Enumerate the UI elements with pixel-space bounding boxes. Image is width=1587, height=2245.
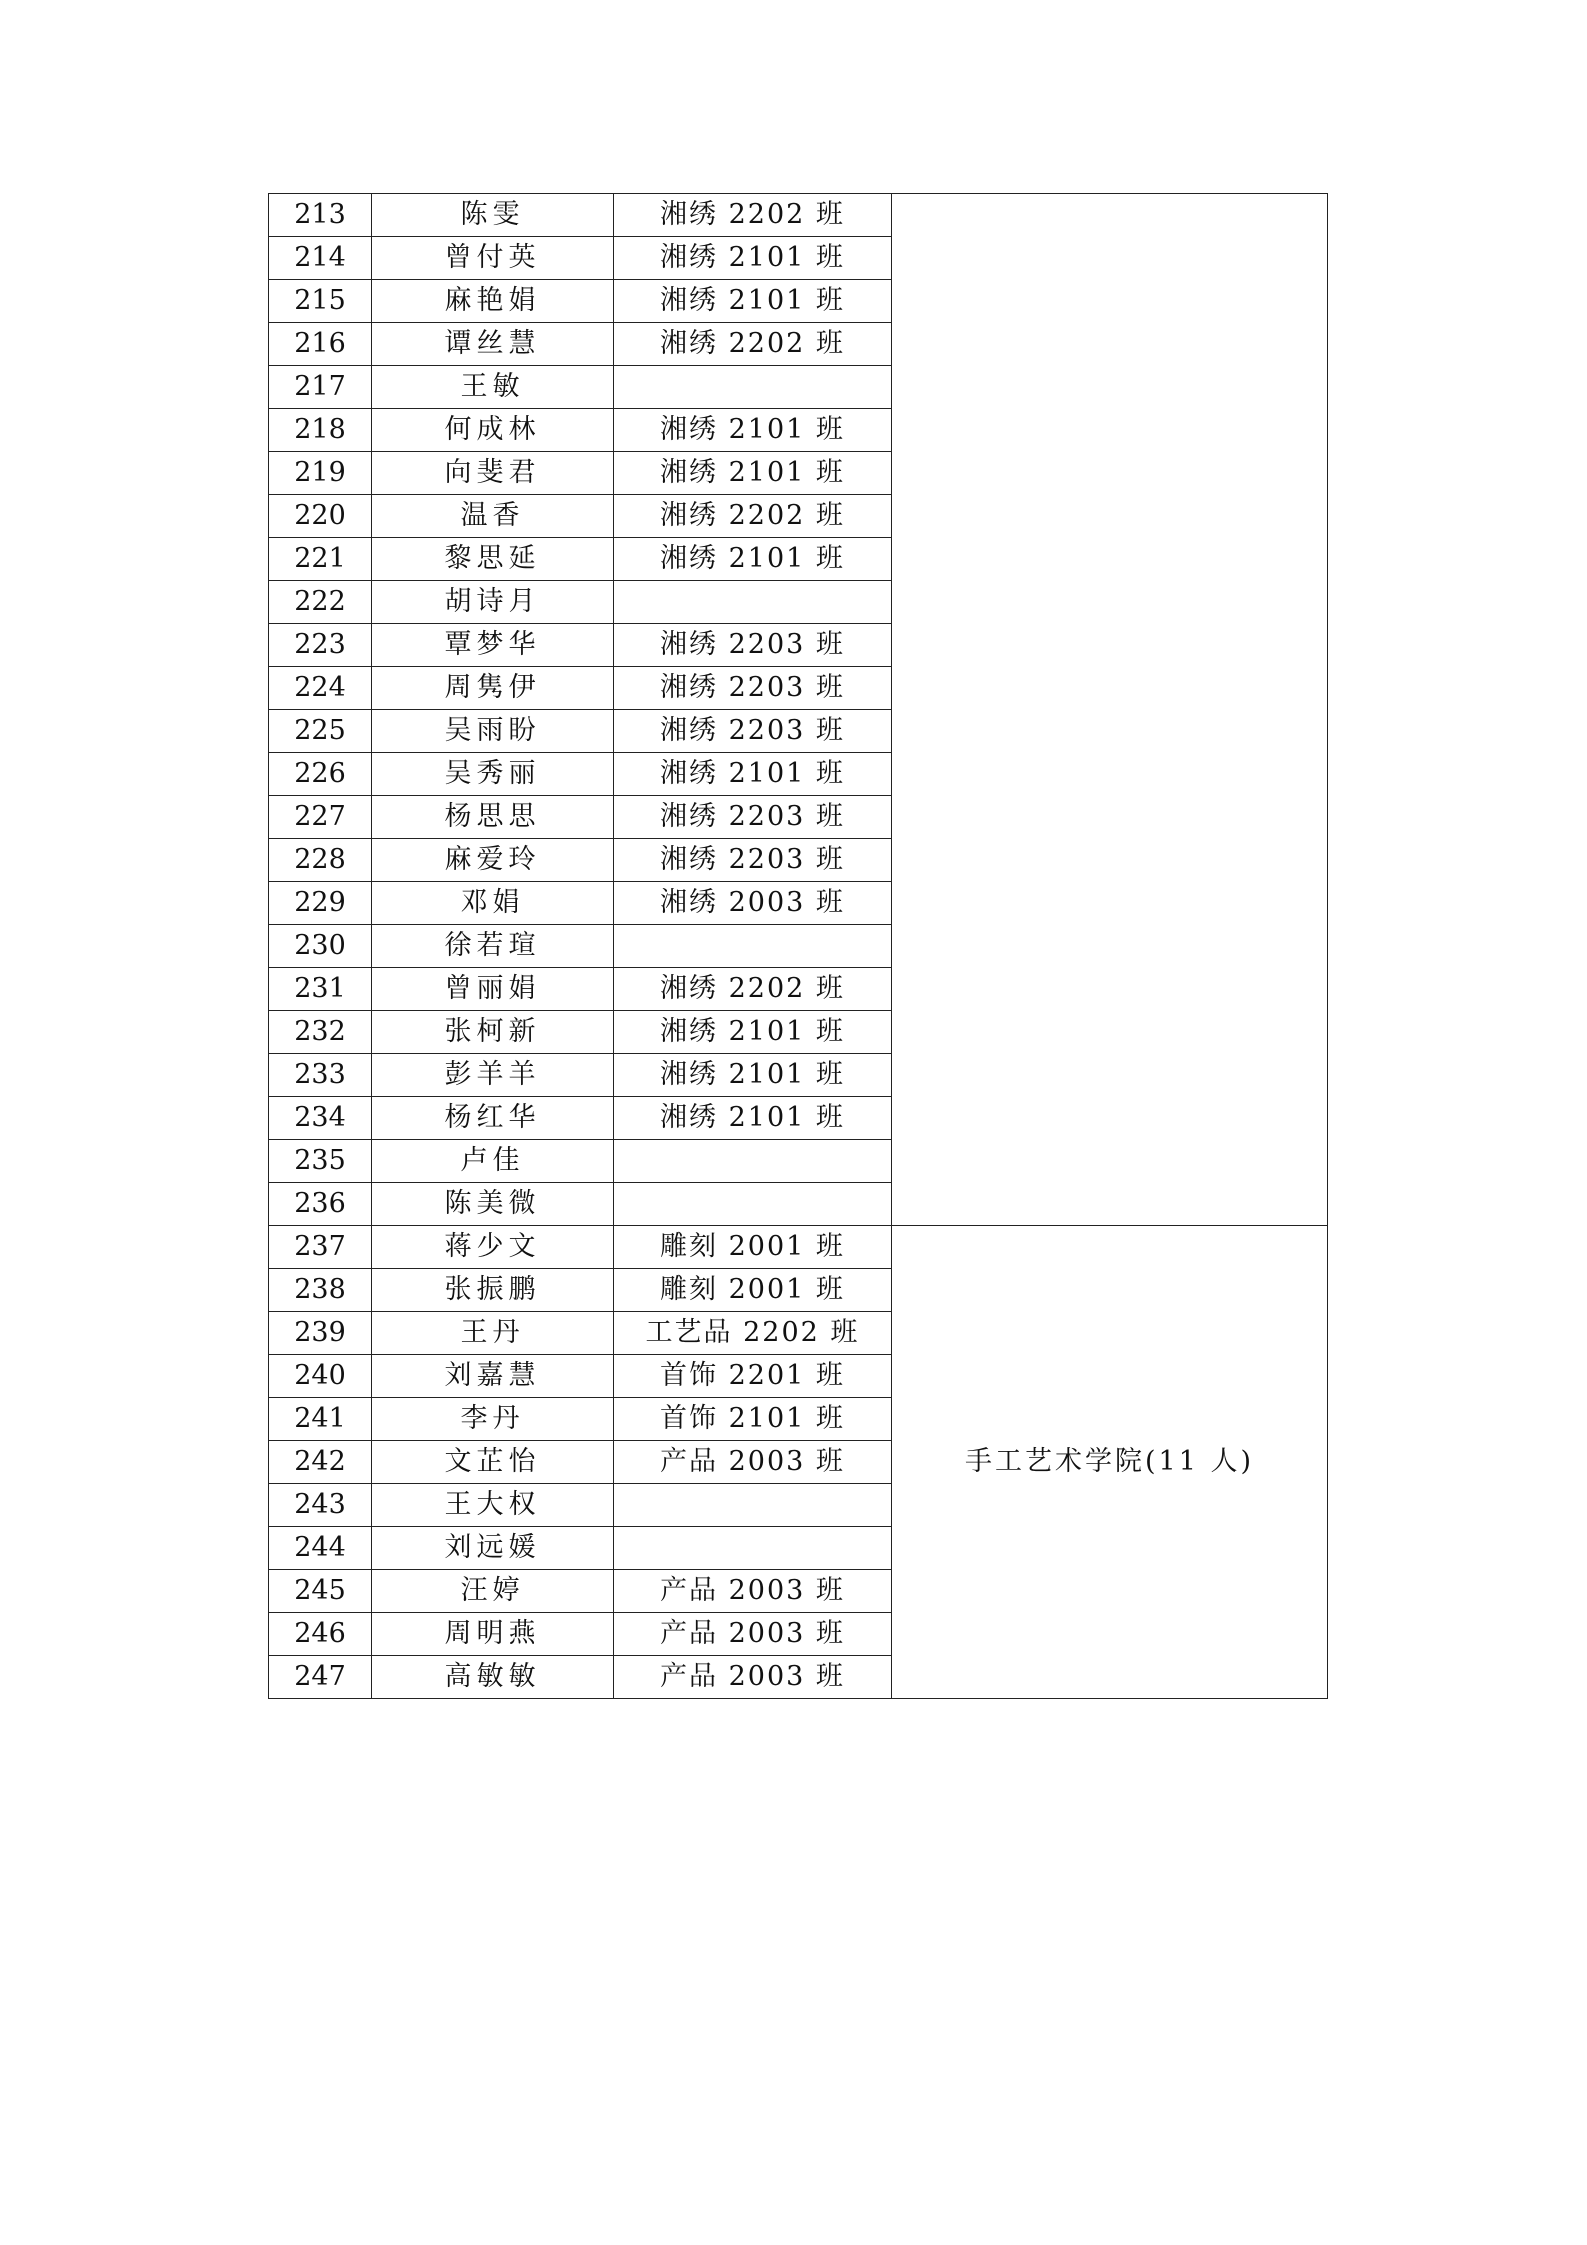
student-name-cell: 张振鹏 (372, 1269, 614, 1312)
class-name-cell (614, 925, 892, 968)
row-number-cell: 226 (269, 753, 372, 796)
row-number-cell: 221 (269, 538, 372, 581)
student-name-cell: 陈美微 (372, 1183, 614, 1226)
row-number-cell: 234 (269, 1097, 372, 1140)
class-name-cell: 湘绣 2003 班 (614, 882, 892, 925)
class-name-cell: 雕刻 2001 班 (614, 1269, 892, 1312)
row-number-cell: 216 (269, 323, 372, 366)
row-number-cell: 220 (269, 495, 372, 538)
class-name-cell (614, 1527, 892, 1570)
row-number-cell: 224 (269, 667, 372, 710)
class-name-cell: 湘绣 2202 班 (614, 495, 892, 538)
table-row (269, 194, 1328, 237)
class-name-cell (614, 1183, 892, 1226)
row-number-cell: 247 (269, 1656, 372, 1699)
row-number-cell: 233 (269, 1054, 372, 1097)
student-name-cell: 曾丽娟 (372, 968, 614, 1011)
student-name-cell: 周隽伊 (372, 667, 614, 710)
student-name-cell: 彭羊羊 (372, 1054, 614, 1097)
class-name-cell: 湘绣 2202 班 (614, 968, 892, 1011)
student-name-cell: 高敏敏 (372, 1656, 614, 1699)
student-name-cell: 温香 (372, 495, 614, 538)
student-name-cell: 李丹 (372, 1398, 614, 1441)
class-name-cell: 湘绣 2101 班 (614, 1097, 892, 1140)
row-number-cell: 227 (269, 796, 372, 839)
student-name-cell: 文芷怡 (372, 1441, 614, 1484)
student-name-cell: 蒋少文 (372, 1226, 614, 1269)
student-name-cell: 汪婷 (372, 1570, 614, 1613)
class-name-cell: 湘绣 2203 班 (614, 710, 892, 753)
row-number-cell: 230 (269, 925, 372, 968)
student-roster-table (268, 193, 1328, 1699)
class-name-cell (614, 366, 892, 409)
class-name-cell: 湘绣 2101 班 (614, 409, 892, 452)
class-name-cell: 湘绣 2101 班 (614, 280, 892, 323)
student-name-cell: 邓娟 (372, 882, 614, 925)
student-name-cell: 张柯新 (372, 1011, 614, 1054)
class-name-cell (614, 581, 892, 624)
student-name-cell: 王大权 (372, 1484, 614, 1527)
class-name-cell: 首饰 2201 班 (614, 1355, 892, 1398)
row-number-cell: 229 (269, 882, 372, 925)
row-number-cell: 243 (269, 1484, 372, 1527)
student-name-cell: 陈雯 (372, 194, 614, 237)
class-name-cell: 湘绣 2203 班 (614, 839, 892, 882)
row-number-cell: 240 (269, 1355, 372, 1398)
class-name-cell: 湘绣 2101 班 (614, 452, 892, 495)
roster-body (269, 194, 1328, 1699)
row-number-cell: 236 (269, 1183, 372, 1226)
row-number-cell: 217 (269, 366, 372, 409)
row-number-cell: 238 (269, 1269, 372, 1312)
table-row (269, 1226, 1328, 1269)
row-number-cell: 239 (269, 1312, 372, 1355)
row-number-cell: 235 (269, 1140, 372, 1183)
student-name-cell: 覃梦华 (372, 624, 614, 667)
class-name-cell: 湘绣 2101 班 (614, 237, 892, 280)
class-name-cell: 湘绣 2203 班 (614, 796, 892, 839)
student-name-cell: 何成林 (372, 409, 614, 452)
class-name-cell: 雕刻 2001 班 (614, 1226, 892, 1269)
student-name-cell: 卢佳 (372, 1140, 614, 1183)
class-name-cell: 产品 2003 班 (614, 1613, 892, 1656)
college-group-cell: 手工艺术学院(11 人) (892, 1226, 1328, 1699)
student-name-cell: 麻艳娟 (372, 280, 614, 323)
class-name-cell (614, 1484, 892, 1527)
student-name-cell: 向斐君 (372, 452, 614, 495)
class-name-cell: 湘绣 2203 班 (614, 667, 892, 710)
row-number-cell: 213 (269, 194, 372, 237)
row-number-cell: 225 (269, 710, 372, 753)
college-group-cell (892, 194, 1328, 1226)
student-name-cell: 刘远媛 (372, 1527, 614, 1570)
student-name-cell: 王丹 (372, 1312, 614, 1355)
class-name-cell: 湘绣 2101 班 (614, 753, 892, 796)
student-name-cell: 杨红华 (372, 1097, 614, 1140)
class-name-cell: 首饰 2101 班 (614, 1398, 892, 1441)
row-number-cell: 245 (269, 1570, 372, 1613)
row-number-cell: 241 (269, 1398, 372, 1441)
row-number-cell: 223 (269, 624, 372, 667)
row-number-cell: 219 (269, 452, 372, 495)
student-name-cell: 谭丝慧 (372, 323, 614, 366)
class-name-cell: 湘绣 2202 班 (614, 323, 892, 366)
row-number-cell: 214 (269, 237, 372, 280)
class-name-cell: 产品 2003 班 (614, 1441, 892, 1484)
student-name-cell: 刘嘉慧 (372, 1355, 614, 1398)
class-name-cell (614, 1140, 892, 1183)
student-name-cell: 周明燕 (372, 1613, 614, 1656)
student-name-cell: 徐若瑄 (372, 925, 614, 968)
class-name-cell: 湘绣 2101 班 (614, 1011, 892, 1054)
row-number-cell: 237 (269, 1226, 372, 1269)
class-name-cell: 产品 2003 班 (614, 1656, 892, 1699)
row-number-cell: 242 (269, 1441, 372, 1484)
student-name-cell: 王敏 (372, 366, 614, 409)
class-name-cell: 湘绣 2203 班 (614, 624, 892, 667)
student-name-cell: 杨思思 (372, 796, 614, 839)
student-name-cell: 胡诗月 (372, 581, 614, 624)
row-number-cell: 222 (269, 581, 372, 624)
class-name-cell: 产品 2003 班 (614, 1570, 892, 1613)
row-number-cell: 232 (269, 1011, 372, 1054)
class-name-cell: 湘绣 2202 班 (614, 194, 892, 237)
student-name-cell: 吴雨盼 (372, 710, 614, 753)
student-name-cell: 黎思延 (372, 538, 614, 581)
row-number-cell: 244 (269, 1527, 372, 1570)
row-number-cell: 215 (269, 280, 372, 323)
row-number-cell: 246 (269, 1613, 372, 1656)
student-name-cell: 麻爱玲 (372, 839, 614, 882)
row-number-cell: 218 (269, 409, 372, 452)
class-name-cell: 工艺品 2202 班 (614, 1312, 892, 1355)
row-number-cell: 228 (269, 839, 372, 882)
student-name-cell: 吴秀丽 (372, 753, 614, 796)
row-number-cell: 231 (269, 968, 372, 1011)
class-name-cell: 湘绣 2101 班 (614, 1054, 892, 1097)
class-name-cell: 湘绣 2101 班 (614, 538, 892, 581)
student-name-cell: 曾付英 (372, 237, 614, 280)
